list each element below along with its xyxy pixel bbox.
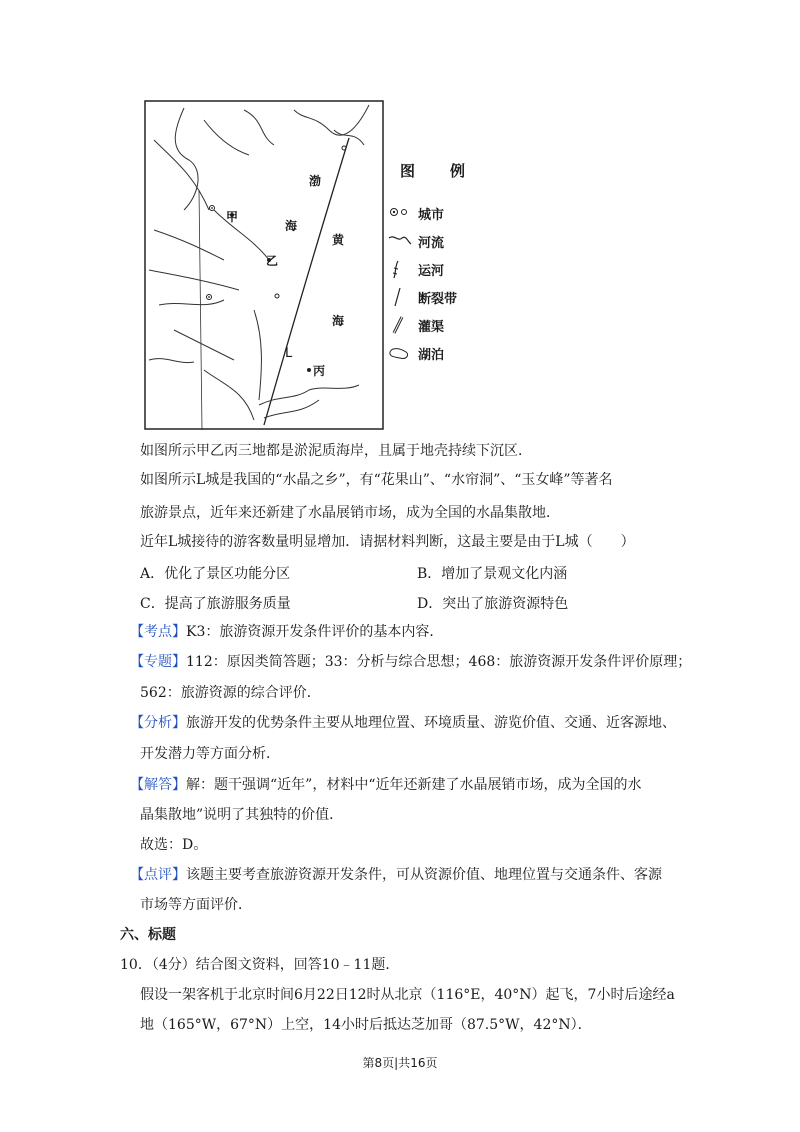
q10-line-1: 10．（4分）结合图文资料，回答10﹣11题． xyxy=(120,957,400,973)
kaodian-text: K3：旅游资源开发条件评价的基本内容． xyxy=(186,624,444,640)
option-b: B．增加了景观文化内涵 xyxy=(417,566,568,582)
jieda-tag: 【解答】 xyxy=(130,777,186,793)
river-icon xyxy=(386,230,414,250)
map-figure xyxy=(144,100,384,430)
zhuanti-line-1 xyxy=(130,652,691,672)
irrigation-icon xyxy=(386,314,414,336)
map-label-bing: 丙 xyxy=(313,364,326,378)
map-drawing xyxy=(144,100,384,430)
jieda-line-2: 晶集散地”说明了其独特的价值． xyxy=(140,807,344,823)
dianping-line-1 xyxy=(130,865,662,885)
legend-label-canal: 运河 xyxy=(418,264,445,279)
q10-line-3: 地（165°W，67°N）上空，14小时后抵达芝加哥（87.5°W，42°N）． xyxy=(140,1017,592,1033)
legend-item-lake xyxy=(386,342,496,364)
option-a: A．优化了景区功能分区 xyxy=(140,566,291,582)
q9-line-2: 如图所示L城是我国的“水晶之乡”，有“花果山”、“水帘洞”、“玉女峰”等著名 xyxy=(140,472,613,488)
page-footer: 第8页|共16页 xyxy=(362,1056,438,1070)
map-label-l: L xyxy=(285,346,293,361)
map-label-yi: 乙 xyxy=(266,254,279,268)
dianping-text-1: 该题主要考查旅游资源开发条件，可从资源价值、地理位置与交通条件、客源 xyxy=(186,867,662,883)
kaodian-line xyxy=(130,622,443,642)
city-icon xyxy=(386,202,414,222)
fenxi-text-1: 旅游开发的优势条件主要从地理位置、环境质量、游览价值、交通、近客源地、 xyxy=(186,715,676,731)
option-c: C．提高了旅游服务质量 xyxy=(140,596,291,612)
legend-item-city xyxy=(386,202,496,224)
canal-icon xyxy=(386,258,414,280)
legend-title: 图 例 xyxy=(400,162,476,180)
jieda-line-1 xyxy=(130,775,641,795)
zhuanti-tag: 【专题】 xyxy=(130,654,186,670)
legend-label-irrigation: 灌渠 xyxy=(418,320,445,335)
q9-line-1: 如图所示甲乙丙三地都是淤泥质海岸，且属于地壳持续下沉区． xyxy=(140,443,532,459)
legend-label-city: 城市 xyxy=(418,208,445,223)
zhuanti-text-1: 112：原因类简答题；33：分析与综合思想；468：旅游资源开发条件评价原理； xyxy=(186,654,692,670)
answer-line: 故选：D。 xyxy=(140,837,208,853)
legend-label-lake: 湖泊 xyxy=(418,348,445,363)
map-label-jia: 甲 xyxy=(226,210,239,224)
fenxi-line-2: 开发潜力等方面分析． xyxy=(140,746,280,762)
zhuanti-line-2: 562：旅游资源的综合评价． xyxy=(140,685,321,701)
q9-line-3: 旅游景点，近年来还新建了水晶展销市场，成为全国的水晶集散地． xyxy=(140,505,560,521)
fenxi-line-1 xyxy=(130,713,676,733)
legend-item-river xyxy=(386,230,496,252)
q9-line-4: 近年L城接待的游客数量明显增加．请据材料判断，这最主要是由于L城（ ） xyxy=(140,534,635,550)
jieda-text-1: 解：题干强调“近年”，材料中“近年还新建了水晶展销市场，成为全国的水 xyxy=(186,777,642,793)
legend-item-fault xyxy=(386,286,496,308)
fault-icon xyxy=(386,286,414,308)
legend-item-canal xyxy=(386,258,496,280)
map-legend xyxy=(386,150,496,380)
legend-label-river: 河流 xyxy=(418,236,445,251)
dianping-tag: 【点评】 xyxy=(130,867,186,883)
legend-item-irrigation xyxy=(386,314,496,336)
section-heading: 六、标题 xyxy=(120,927,176,943)
dianping-line-2: 市场等方面评价． xyxy=(140,897,252,913)
option-d: D．突出了旅游资源特色 xyxy=(417,596,569,612)
lake-icon xyxy=(386,342,414,364)
kaodian-tag: 【考点】 xyxy=(130,624,186,640)
legend-label-fault: 断裂带 xyxy=(418,292,458,307)
map-label-bo: 渤 xyxy=(309,174,322,188)
map-label-hai-1: 海 xyxy=(285,219,298,233)
q10-line-2: 假设一架客机于北京时间6月22日12时从北京（116°E，40°N）起飞，7小时后途经a xyxy=(140,987,675,1003)
fenxi-tag: 【分析】 xyxy=(130,715,186,731)
map-label-hai-2: 海 xyxy=(332,314,345,328)
map-label-huang: 黄 xyxy=(332,233,345,247)
